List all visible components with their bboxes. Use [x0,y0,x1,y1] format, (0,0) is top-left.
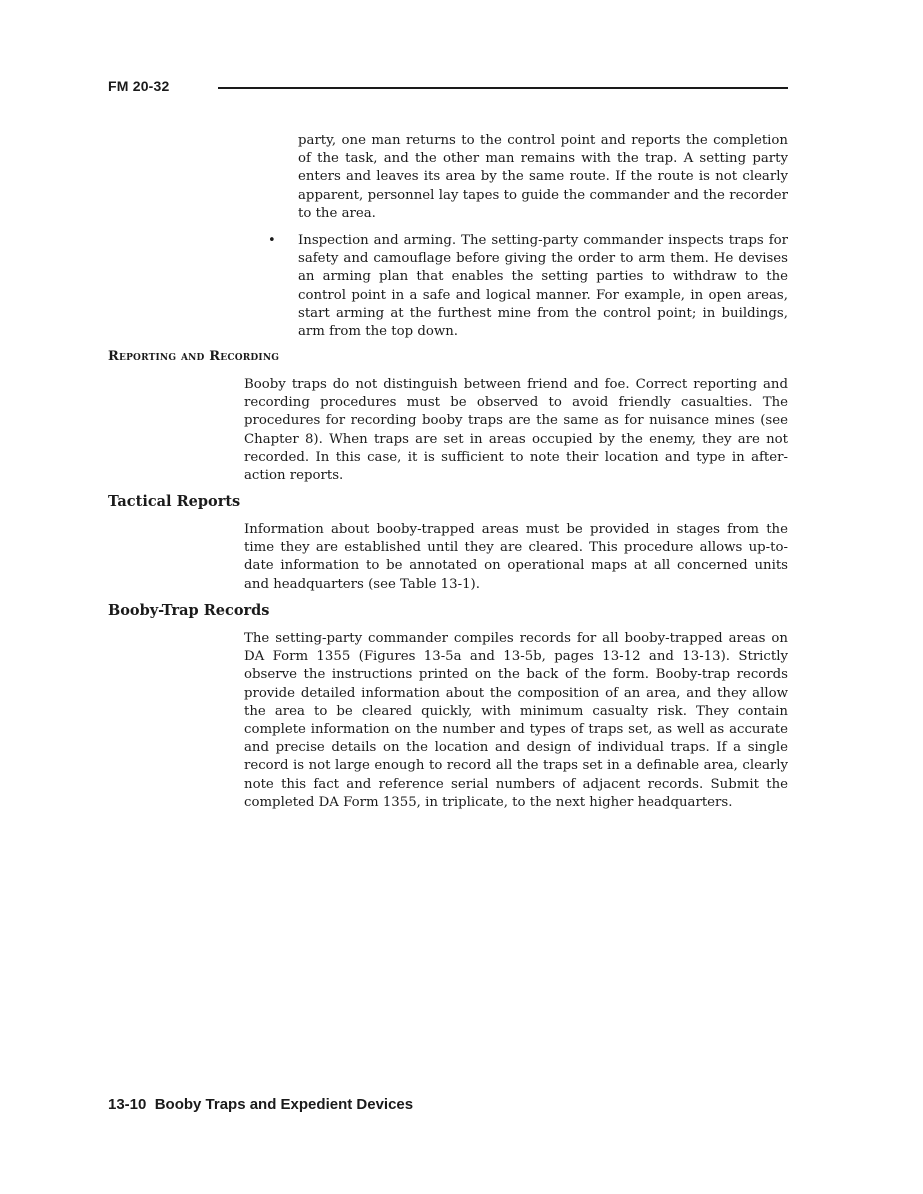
bullet-item-inspection [268,232,788,341]
continuation-paragraph: party, one man returns to the control point and reports the completion of the task, and the other man remains with the trap. A setting party enters and leaves its area by the same route. If the route is not clearly apparent, personnel lay tapes to guide the commander and the recorder to the area. [298,133,788,221]
header-label: FM 20-32 [108,78,170,94]
heading-tactical-reports: Tactical Reports [108,493,241,510]
header-rule [218,87,788,89]
reporting-paragraph: Booby traps do not distinguish between friend and foe. Correct reporting and recording procedures must be observed to avoid friendly casualties. The procedures for recording booby traps are the same as for nuisance mines (see Chapter 8). When traps are set in areas occupied by the enemy, they are not recorded. In this case, it is sufficient to note their location and type in after-action reports. [244,377,788,484]
heading-reporting-and-recording: Reporting and Recording [108,349,280,364]
records-paragraph: The setting-party commander compiles records for all booby-trapped areas on DA Form 1355 (Figures 13-5a and 13-5b, pages 13-12 and 13-13). Strictly observe the instructions printed on the back of the form. Booby-trap records provide detailed information about the composition of an area, and they allow the area to be cleared quickly, with minimum casualty risk. They contain complete information on the number and types of traps set, as well as accurate and precise details on the location and design of individual traps. If a single record is not large enough to record all the traps set in a definable area, clearly note this fact and reference serial numbers of adjacent records. Submit the completed DA Form 1355, in triplicate, to the next higher headquarters. [244,631,788,810]
heading-booby-trap-records: Booby-Trap Records [108,602,270,619]
bullet-text: Inspection and arming. The setting-party commander inspects traps for safety and camouflage before giving the order to arm them. He devises an arming plan that enables the setting parties to withdraw to the control point in a safe and logical manner. For example, in open areas, start arming at the furthest mine from the control point; in buildings, arm from the top down. [298,233,788,340]
page-header [108,78,788,98]
bullet-marker: • [268,233,276,248]
tactical-paragraph: Information about booby-trapped areas must be provided in stages from the time they are established until they are cleared. This procedure allows up-to-date information to be annotated on operational maps at all concerned units and headquarters (see Table 13-1). [244,522,788,592]
page-footer: 13-10 Booby Traps and Expedient Devices [108,1096,414,1113]
